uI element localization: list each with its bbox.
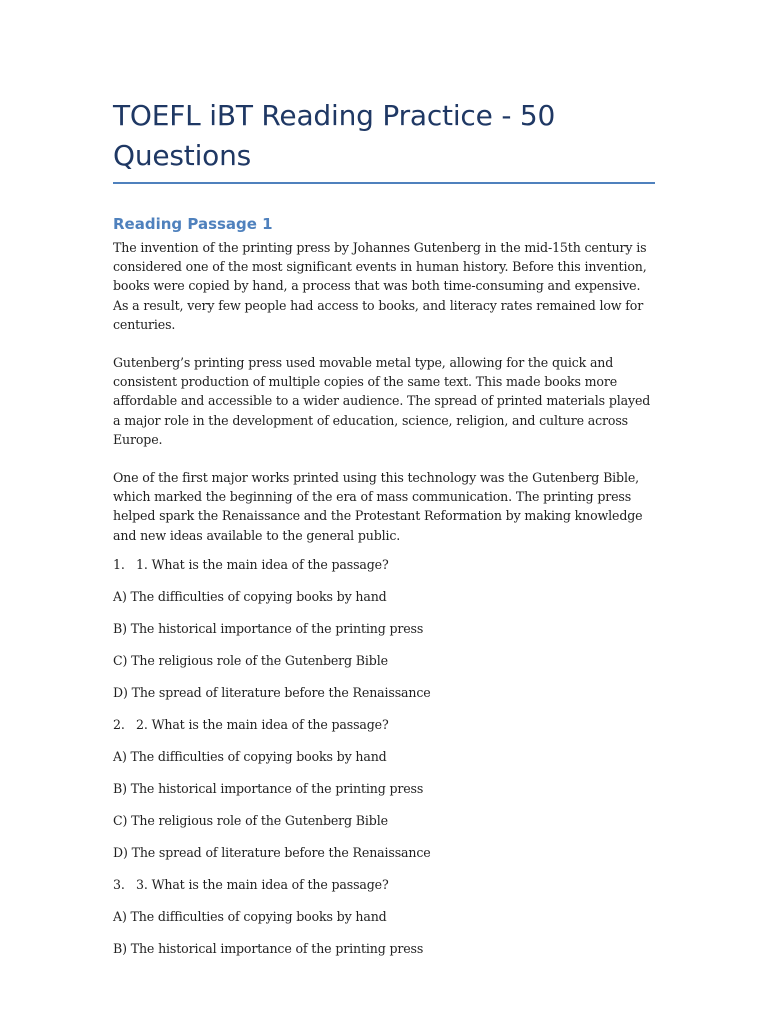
- question-3: [113, 875, 655, 894]
- question-text: 2. What is the main idea of the passage?: [136, 716, 389, 732]
- question-2: [113, 715, 655, 734]
- question-3-option-b: B) The historical importance of the printing press: [113, 940, 424, 956]
- question-2-option-b: B) The historical importance of the printing press: [113, 780, 424, 796]
- question-2-option-d: D) The spread of literature before the Renaissance: [113, 844, 431, 860]
- document-page: [113, 96, 655, 971]
- question-1-option-a: A) The difficulties of copying books by hand: [113, 588, 387, 604]
- question-1-option-d: D) The spread of literature before the Renaissance: [113, 684, 431, 700]
- document-title: TOEFL iBT Reading Practice - 50 Questions: [113, 96, 655, 184]
- question-2-option-a: A) The difficulties of copying books by hand: [113, 748, 387, 764]
- question-1: [113, 555, 655, 574]
- section-heading: Reading Passage 1: [113, 215, 273, 233]
- question-2-option-c: C) The religious role of the Gutenberg Bible: [113, 812, 388, 828]
- question-1-option-c: C) The religious role of the Gutenberg Bible: [113, 652, 388, 668]
- passage-paragraph-3: One of the first major works printed using this technology was the Gutenberg Bible, which marked the beginning of the era of mass communication. The printing press helped spark the Renaissance and the Protestant Reformation by making knowledge and new ideas available to the general public.: [113, 470, 643, 543]
- question-number: 3.: [113, 876, 125, 892]
- question-1-option-b: B) The historical importance of the printing press: [113, 620, 424, 636]
- question-text: 3. What is the main idea of the passage?: [136, 876, 389, 892]
- passage-paragraph-1: The invention of the printing press by Johannes Gutenberg in the mid-15th century is considered one of the most significant events in human history. Before this invention, books were copied by hand, a process that was both time-consuming and expensive. As a result, very few people had access to books, and literacy rates remained low for centuries.: [113, 240, 647, 332]
- passage-paragraph-2: Gutenberg’s printing press used movable metal type, allowing for the quick and consistent production of multiple copies of the same text. This made books more affordable and accessible to a wider audience. The spread of printed materials played a major role in the development of education, science, religion, and culture across Europe.: [113, 355, 651, 447]
- question-number: 1.: [113, 556, 125, 572]
- question-text: 1. What is the main idea of the passage?: [136, 556, 389, 572]
- question-number: 2.: [113, 716, 125, 732]
- question-3-option-a: A) The difficulties of copying books by hand: [113, 908, 387, 924]
